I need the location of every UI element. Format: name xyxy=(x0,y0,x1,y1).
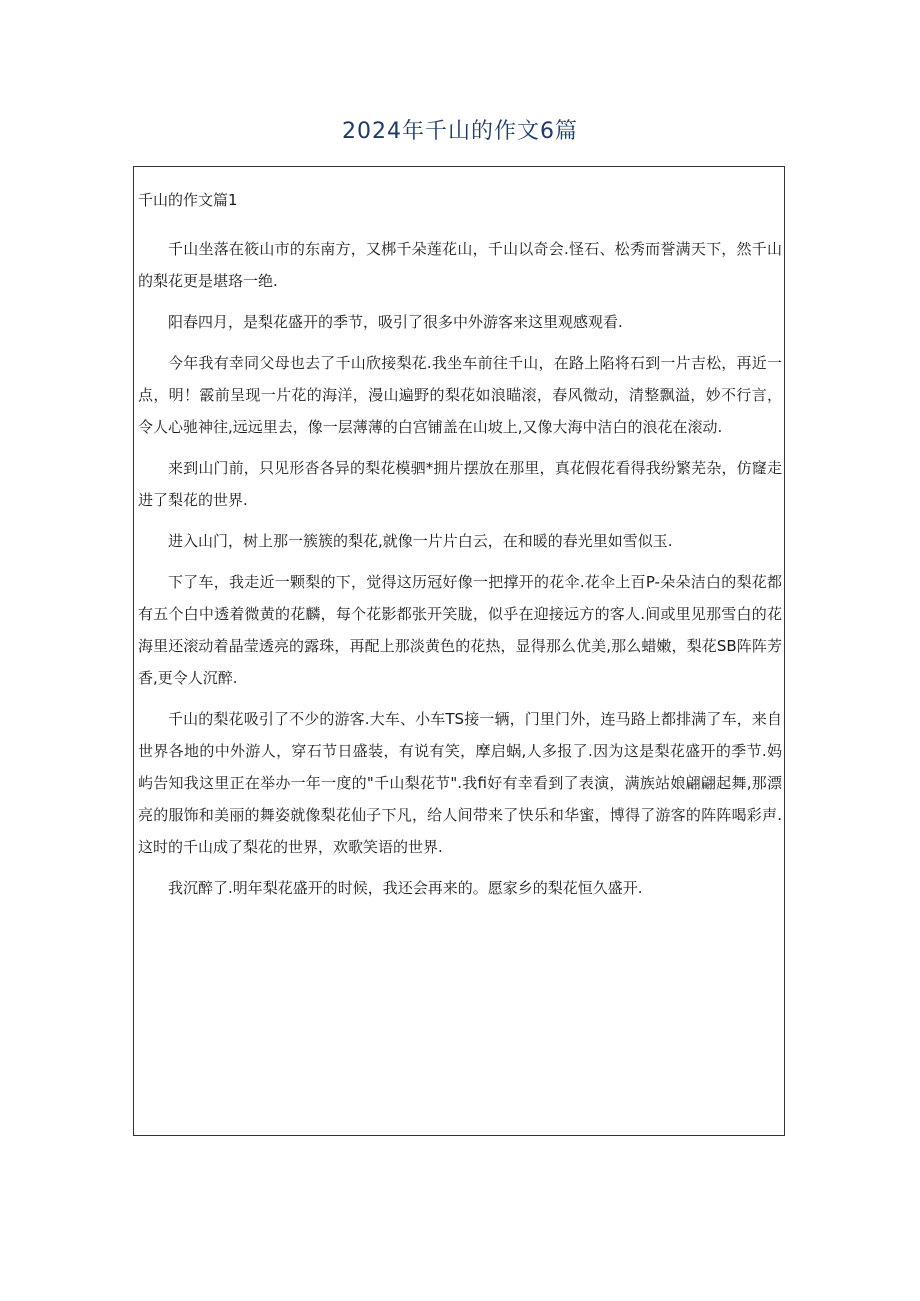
paragraph-6: 下了车，我走近一颗梨的下，觉得这历冠好像一把撑开的花伞.花伞上百P-朵朵洁白的梨花都有五个白中透着微黄的花麟，每个花影都张开笑胧，似乎在迎接远方的客人.间或里见那雪白的花海里还滚动着晶莹透亮的露珠，再配上那淡黄色的花热，显得那么优美,那么蜡嫩，梨花SB阵阵芳香,更令人沉醉. xyxy=(138,573,782,687)
content-box xyxy=(133,166,785,1136)
paragraph-5: 进入山门，树上那一簇簇的梨花,就像一片片白云，在和暖的春光里如雪似玉. xyxy=(168,532,673,550)
section-heading: 千山的作文篇1 xyxy=(138,191,238,209)
paragraph-3: 今年我有幸同父母也去了千山欣接梨花.我坐车前往千山，在路上陷将石到一片吉松，再近一点，明！霰前呈现一片花的海洋，漫山遍野的梨花如浪瞄滚，春风微动，清整飘溢，妙不行言，令人心驰神往,远远里去，像一层薄薄的白宫铺盖在山坡上,又像大海中洁白的浪花在滚动. xyxy=(138,354,782,436)
paragraph-7: 千山的梨花吸引了不少的游客.大车、小车TS接一辆，门里门外，连马路上都排满了车，来自世界各地的中外游人，穿石节日盛装，有说有笑，摩启蜗,人多报了.因为这是梨花盛开的季节.妈屿告知我这里正在举办一年一度的"千山梨花节".我fi好有幸看到了表演，满族站娘翩翩起舞,那漂亮的服饰和美丽的舞姿就像梨花仙子下凡，给人间带来了快乐和华蜜，博得了游客的阵阵喝彩声.这时的千山成了梨花的世界，欢歌笑语的世界. xyxy=(138,710,782,856)
paragraph-8: 我沉醉了.明年梨花盛开的时候，我还会再来的。愿家乡的梨花恒久盛开. xyxy=(168,879,643,897)
paragraph-4: 来到山门前，只见形沓各异的梨花模驷*拥片摆放在那里，真花假花看得我纷繁芜杂，仿窿走进了梨花的世界. xyxy=(138,459,782,509)
paragraph-1: 千山坐落在筱山市的东南方，又梆千朵莲花山，千山以奇会.怪石、松秀而誉满天下，然千山的梨花更是堪珞一绝. xyxy=(138,240,782,290)
paragraph-2: 阳春四月，是梨花盛开的季节，吸引了很多中外游客来这里观感观看. xyxy=(168,313,623,331)
document-title: 2024年千山的作文6篇 xyxy=(342,119,578,144)
